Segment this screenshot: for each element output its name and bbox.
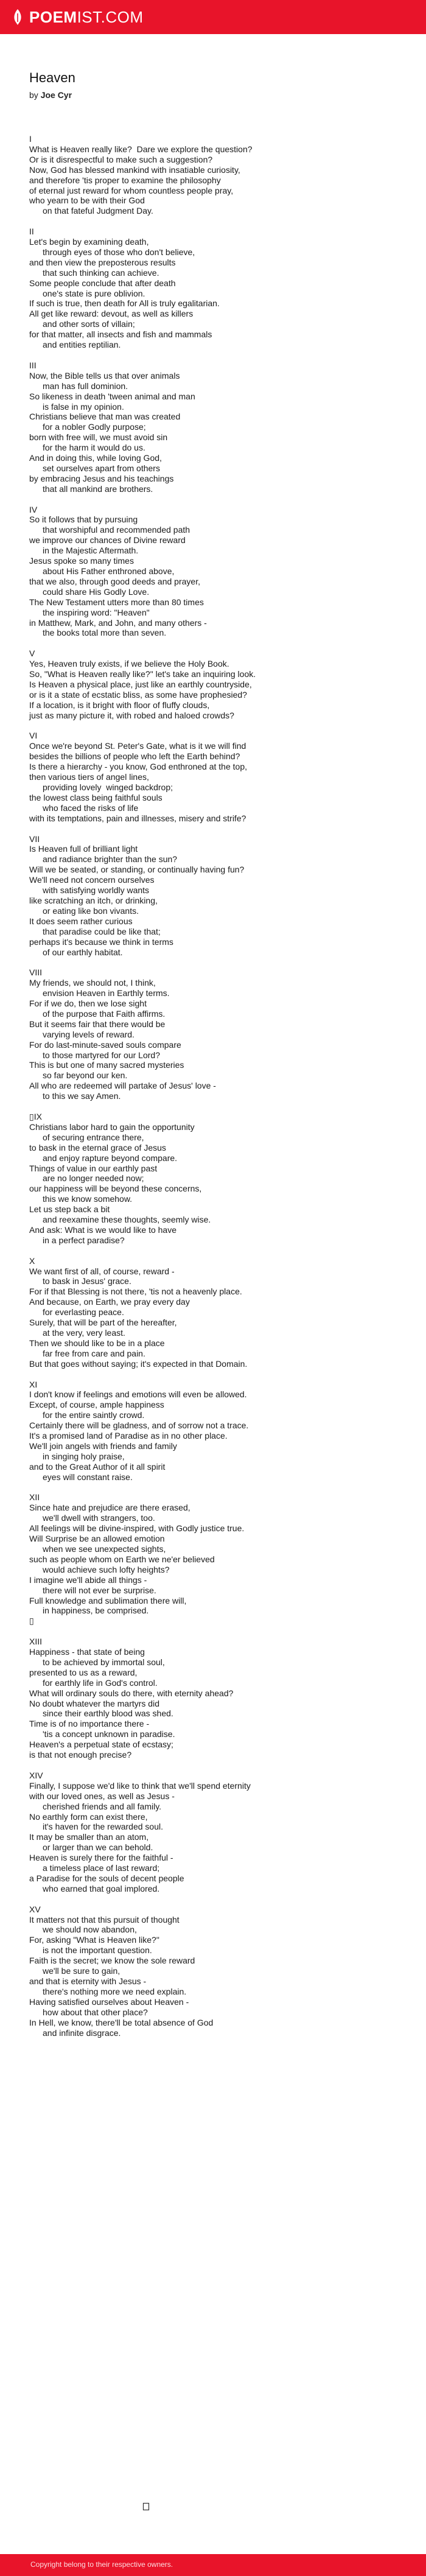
poem-line: But that goes without saying; it's expected in that Domain. [29,1358,248,1369]
stanza [29,1256,407,1369]
poem-line: who earned that goal implored. [43,1883,160,1893]
poem-line: to those martyred for our Lord? [43,1050,160,1060]
poem-line: Christians believe that man was created [29,412,181,422]
poem-line: there's nothing more we need explain. [43,1986,187,1996]
poem-line: and to the Great Author of it all spirit [29,1461,166,1472]
site-logo[interactable] [11,7,144,27]
poem-line: since their earthly blood was shed. [43,1708,173,1719]
poem-line: Is there a hierarchy - you know, God enthroned at the top, [29,762,247,772]
stanza-number: XV [29,1904,41,1914]
poem-line: is not the important question. [43,1945,152,1956]
poem-line: through eyes of those who don't believe, [43,247,195,257]
poem-line: of the purpose that Faith affirms. [43,1008,166,1019]
poem-line: who faced the risks of life [43,802,139,813]
poem-line: Let's begin by examining death, [29,237,149,247]
top-bar [0,0,426,34]
site-name: POEMIST.COM [29,8,144,26]
stanza [29,967,407,1101]
poem-line: and entities reptilian. [43,340,121,350]
poem-line: Now, the Bible tells us that over animals [29,370,180,381]
poem-line: to be achieved by immortal soul, [43,1657,165,1667]
poem-line: or larger than we can behold. [43,1842,153,1853]
poem-line: Finally, I suppose we'd like to think that we'll spend eternity [29,1780,251,1791]
poem-line: No doubt whatever the martyrs did [29,1698,159,1708]
poem-line: All who are redeemed will partake of Jesus' love - [29,1081,216,1091]
stanza [29,226,407,350]
poem-line: Yes, Heaven truly exists, if we believe the Holy Book. [29,659,229,669]
poem-line: for earthly life in God's control. [43,1677,158,1688]
poem-line: could share His Godly Love. [43,586,150,597]
stanza [29,731,407,823]
poem-line: Except, of course, ample happiness [29,1400,164,1410]
stanza [29,1637,407,1760]
poem-line: is false in my opinion. [43,401,124,412]
poem-line: eyes will constant raise. [43,1472,133,1482]
poem-line: or is it a state of ecstatic bliss, as some have prophesied? [29,689,247,700]
stanza [29,1771,407,1894]
poem-line: No earthly form can exist there, [29,1811,148,1822]
poem-line: and reexamine these thoughts, seemly wise. [43,1215,211,1225]
poem-line: In Hell, we know, there'll be total absence of God [29,2017,214,2027]
poem-line: the lowest class being faithful souls [29,792,162,802]
poem-line: Faith is the secret; we know the sole reward [29,1956,195,1966]
poem-line: So likeness in death 'tween animal and man [29,391,195,401]
poem-line: born with free will, we must avoid sin [29,432,168,443]
poem-line: providing lovely winged backdrop; [43,782,173,793]
stanza-number: VI [29,731,38,741]
poem-line: Full knowledge and sublimation there will, [29,1595,187,1606]
stanza [29,505,407,639]
poem-line: It's a promised land of Paradise as in no other place. [29,1431,228,1441]
poem-line: we improve our chances of Divine reward [29,535,186,546]
poem-line: how about that other place? [43,2007,148,2017]
poem-line: like scratching an itch, or drinking, [29,895,158,905]
poem-line: Surely, that will be part of the hereafter, [29,1318,177,1328]
poem-line: Christians labor hard to gain the opportunity [29,1121,195,1132]
stanza [29,1492,407,1626]
stanza-number: VII [29,834,40,844]
poem-line: in happiness, be comprised. [43,1606,149,1616]
poem-line: the books total more than seven. [43,628,167,638]
page-title: Heaven [29,70,75,85]
poem-line: of securing entrance there, [43,1132,144,1142]
poem-line: for that matter, all insects and fish and mammals [29,329,212,340]
poem-line: perhaps it's because we think in terms [29,936,173,947]
stanza-number: III [29,360,37,370]
poem-line: and infinite disgrace. [43,2027,121,2038]
poem-line: that all mankind are brothers. [43,483,153,494]
poem-line: For, asking "What is Heaven like?" [29,1935,159,1945]
poem-line: in Matthew, Mark, and John, and many others - [29,617,207,628]
poem-line: we'll dwell with strangers, too. [43,1513,155,1523]
poem-line: that paradise could be like that; [43,926,161,936]
poem-line: for the entire saintly crowd. [43,1410,145,1420]
poem-line: just as many picture it, with robed and haloed crowds? [29,710,234,720]
poem-line: ▯ [29,1616,34,1626]
poem-line: If a location, is it bright with floor of fluffy clouds, [29,700,210,710]
poem-line: Then we should like to be in a place [29,1338,165,1348]
poem-line: Will we be seated, or standing, or continually having fun? [29,865,245,875]
poem-line: What is Heaven really like? Dare we explore the question? [29,144,253,154]
stanza [29,834,407,958]
poem-line: We want first of all, of course, reward - [29,1266,175,1276]
poem-line: to bask in Jesus' grace. [43,1276,131,1286]
poem-line: Things of value in our earthly past [29,1163,158,1173]
poem-line: Having satisfied ourselves about Heaven - [29,1996,189,2007]
poem-line: So it follows that by pursuing [29,514,138,525]
poem-line: Jesus spoke so many times [29,556,134,566]
byline [29,90,75,100]
poem-line: a timeless place of last reward; [43,1863,160,1873]
poem-line: It may be smaller than an atom, [29,1832,149,1842]
poem-line: with our loved ones, as well as Jesus - [29,1791,175,1801]
stanza-number: ▯IX [29,1111,42,1121]
author-link[interactable]: Joe Cyr [40,90,72,100]
poem-line: with satisfying worldly wants [43,885,150,896]
poem-line: with its temptations, pain and illnesses, misery and strife? [29,813,246,823]
poem-line: for a nobler Godly purpose; [43,422,146,432]
poem-line: that worshipful and recommended path [43,525,190,535]
poem-line: we'll be sure to gain, [43,1966,120,1976]
poem-line: Heaven's a perpetual state of ecstasy; [29,1739,173,1750]
poem-line: so far beyond our ken. [43,1070,128,1081]
stanza [29,360,407,494]
poem-line: It does seem rather curious [29,916,133,926]
stanza-number: I [29,134,32,144]
poem-line: set ourselves apart from others [43,463,160,473]
poem-line: a Paradise for the souls of decent people [29,1873,184,1883]
end-mark-icon [142,2502,150,2511]
poem-line: My friends, we should not, I think, [29,978,156,988]
poem-line: We'll need not concern ourselves [29,875,155,885]
poem-line: who yearn to be with their God [29,195,145,206]
poem-line: 'tis a concept unknown in paradise. [43,1729,175,1739]
stanza-number: XI [29,1379,38,1389]
stanza-number: X [29,1255,35,1266]
poem-line: Time is of no importance there - [29,1719,150,1729]
stanza-number: V [29,648,35,659]
poem-line: of our earthly habitat. [43,947,123,957]
poem-line: And ask: What is we would like to have [29,1224,177,1235]
poem-line: in a perfect paradise? [43,1235,125,1245]
stanza [29,1904,407,2038]
poem-line: it's haven for the rewarded soul. [43,1822,164,1832]
poem-line: Since hate and prejudice are there erased, [29,1503,190,1513]
poem-line: All get like reward: devout, as well as killers [29,309,194,319]
stanza-number: VIII [29,967,43,978]
poem-line: But it seems fair that there would be [29,1019,166,1029]
poem-line: Now, God has blessed mankind with insatiable curiosity, [29,164,240,175]
poem-line: at the very, very least. [43,1327,125,1338]
poem-line: Will Surprise be an allowed emotion [29,1534,165,1544]
poem-line: besides the billions of people who left the Earth behind? [29,751,240,762]
stanza-number: XIV [29,1770,43,1780]
poem-line: and that is eternity with Jesus - [29,1976,147,1986]
poem-line: varying levels of reward. [43,1029,134,1039]
poem-line: For do last-minute-saved souls compare [29,1039,181,1050]
stanza-number: XII [29,1492,40,1503]
copyright-text: Copyright belong to their respective owners. [30,2560,173,2569]
poem-line: And in doing this, while loving God, [29,453,162,463]
poem-line: If such is true, then death for All is truly egalitarian. [29,298,220,309]
poem-line: and radiance brighter than the sun? [43,854,178,865]
poem-header [29,69,75,100]
stanza-number: IV [29,504,38,514]
poem-line: cherished friends and all family. [43,1801,162,1811]
poem-line: for the harm it would do us. [43,443,145,453]
poem-line: Heaven is surely there for the faithful - [29,1853,173,1863]
poem-line: envision Heaven in Earthly terms. [43,988,170,998]
poem-line: of eternal just reward for whom countless people pray, [29,185,234,195]
poem-line: Certainly there will be gladness, and of sorrow not a trace. [29,1420,249,1431]
poem-line: is that not enough precise? [29,1750,132,1760]
poem-line: the inspiring word: "Heaven" [43,607,150,617]
poem-line: Is Heaven a physical place, just like an earthly countryside, [29,679,252,689]
poem-line: that we also, through good deeds and prayer, [29,576,200,586]
poem-line: And because, on Earth, we pray every day [29,1297,190,1307]
poem-line: by embracing Jesus and his teachings [29,473,174,483]
poem-line: about His Father enthroned above, [43,566,175,577]
poem-line: far free from care and pain. [43,1348,145,1358]
poem-line: then various tiers of angel lines, [29,772,149,782]
poem-line: and therefore 'tis proper to examine the philosophy [29,175,221,185]
poem-body [29,134,407,2048]
poem-line: It matters not that this pursuit of thought [29,1914,180,1925]
poem-line: For if we do, then we lose sight [29,998,147,1009]
poem-line: in singing holy praise, [43,1451,125,1461]
footer [0,2554,426,2576]
poem-line: for everlasting peace. [43,1307,124,1318]
poem-line: to this we say Amen. [43,1091,121,1101]
poem-line: Some people conclude that after death [29,278,176,288]
poem-line: I imagine we'll abide all things - [29,1574,147,1585]
poem-line: We'll join angels with friends and family [29,1441,177,1451]
poem-line: I don't know if feelings and emotions will even be allowed. [29,1389,247,1400]
poem-line: in the Majestic Aftermath. [43,546,139,556]
poem-line: to bask in the eternal grace of Jesus [29,1142,166,1153]
poem-line: we should now abandon, [43,1925,137,1935]
poem-line: Happiness - that state of being [29,1647,145,1657]
poem-line: Once we're beyond St. Peter's Gate, what is it we will find [29,741,246,751]
poem-line: when we see unexpected sights, [43,1543,166,1554]
poem-line: man has full dominion. [43,381,128,391]
poem-line: would achieve such lofty heights? [43,1564,170,1574]
poem-line: one's state is pure oblivion. [43,288,145,298]
poem-line: are no longer needed now; [43,1173,144,1184]
poem-line: Let us step back a bit [29,1204,110,1215]
stanza [29,1112,407,1246]
stanza [29,134,407,216]
poem-line: So, "What is Heaven really like?" let's take an inquiring look. [29,669,256,679]
stanza [29,648,407,720]
poem-line: such as people whom on Earth we ne'er believed [29,1554,215,1564]
poem-line: and other sorts of villain; [43,319,135,329]
stanza-number: XIII [29,1637,43,1647]
poem-line: This is but one of many sacred mysteries [29,1060,184,1070]
poem-line: What will ordinary souls do there, with eternity ahead? [29,1688,234,1698]
byline-prefix: by [29,90,41,100]
poem-line: All feelings will be divine-inspired, with Godly justice true. [29,1523,245,1534]
poem-line: on that fateful Judgment Day. [43,206,153,216]
quill-pen-icon [11,9,24,26]
poem-line: there will not ever be surprise. [43,1585,156,1595]
poem-line: Or is it disrespectful to make such a suggestion? [29,154,213,164]
poem-line: Is Heaven full of brilliant light [29,844,138,854]
poem-line: presented to us as a reward, [29,1667,138,1677]
stanza-number: II [29,226,34,237]
poem-line: this we know somehow. [43,1194,133,1204]
poem-line: or eating like bon vivants. [43,905,139,916]
poem-line: that such thinking can achieve. [43,267,159,278]
poem-line: and then view the preposterous results [29,257,176,267]
poem-line: our happiness will be beyond these concerns, [29,1184,202,1194]
poem-line: and enjoy rapture beyond compare. [43,1153,178,1163]
poem-line: The New Testament utters more than 80 times [29,597,204,607]
stanza [29,1380,407,1483]
poem-line: For if that Blessing is not there, 'tis not a heavenly place. [29,1286,242,1297]
